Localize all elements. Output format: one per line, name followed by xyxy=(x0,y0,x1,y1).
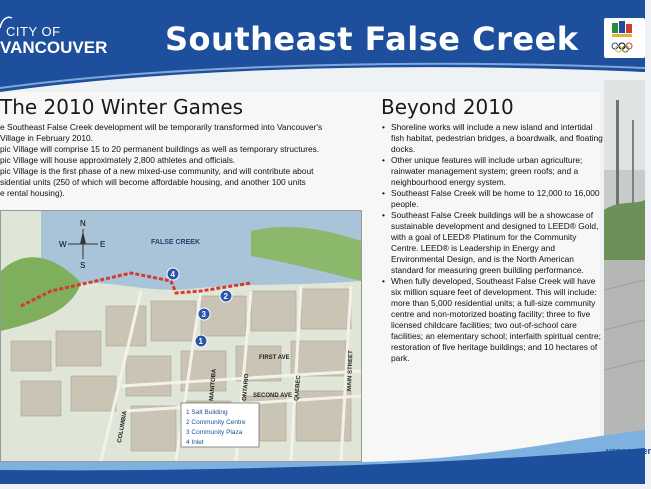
marker-1 xyxy=(195,335,207,347)
left-line: pic Village is the first phase of a new mixed-use community, and will contribute about xyxy=(0,166,314,176)
street-first-ave: FIRST AVE xyxy=(259,355,290,361)
list-item: • When fully developed, Southeast False Creek will have six million square feet of development. This will include: more than 5,000 residential units; a full-size community centre and non-motorized boating facility; three to five licensed childcare facilities; two out-of-school care facilities; an elementary school; interfaith spiritual centre; restoration of five heritage buildings; and 10 hectares of park. xyxy=(382,276,604,364)
list-item: • Southeast False Creek will be home to 12,000 to 16,000 people. xyxy=(382,188,604,210)
marker-label: 3 xyxy=(201,310,206,319)
olympic-emblem-icon xyxy=(604,18,645,58)
list-item: • Shoreline works will include a new island and intertidal fish habitat, pedestrian bridges, a boardwalk, and floating docks. xyxy=(382,122,604,155)
street-ontario: ONTARIO xyxy=(242,373,251,402)
footer-band xyxy=(0,420,645,484)
left-line: pic Village will house approximately 2,800 athletes and officials. xyxy=(0,155,236,165)
marker-label: 1 xyxy=(198,337,203,346)
marker-label: 4 xyxy=(170,270,175,279)
left-line: e Southeast False Creek development will be temporarily transformed into Vancouver's xyxy=(0,122,323,132)
footer-url: vancouver xyxy=(606,446,651,456)
right-heading: Beyond 2010 xyxy=(381,95,514,119)
left-paragraph xyxy=(0,122,340,199)
site-photo xyxy=(604,80,645,460)
left-heading: The 2010 Winter Games xyxy=(0,95,244,119)
street-second-ave: SECOND AVE xyxy=(253,393,293,399)
legend-item: 2 Community Centre xyxy=(186,419,246,426)
legend-item: 3 Community Plaza xyxy=(186,429,243,436)
logo-vancouver: VANCOUVER xyxy=(0,38,108,57)
marker-label: 2 xyxy=(223,292,228,301)
photo-drawing xyxy=(604,80,645,460)
marker-2 xyxy=(220,290,232,302)
compass-e: E xyxy=(100,240,106,249)
page-title: Southeast False Creek xyxy=(165,20,579,58)
street-manitoba: MANITOBA xyxy=(209,368,218,402)
logo-city-of: CITY OF xyxy=(6,24,61,39)
compass-n: N xyxy=(80,219,86,228)
list-item: • Other unique features will include urban agriculture; rainwater management system; green roofs; and a neighbourhood energy system. xyxy=(382,155,604,188)
left-line: Village in February 2010. xyxy=(0,133,93,143)
left-line: e rental housing). xyxy=(0,188,65,198)
water-label: FALSE CREEK xyxy=(151,239,201,246)
street-quebec: QUEBEC xyxy=(294,375,303,402)
street-main: MAIN STREET xyxy=(347,350,355,392)
street-columbia: COLUMBIA xyxy=(117,410,129,444)
compass-w: W xyxy=(59,240,67,249)
compass-s: S xyxy=(80,261,86,270)
marker-3 xyxy=(198,308,210,320)
header-banner xyxy=(0,0,645,92)
list-item: • Southeast False Creek buildings will be a showcase of sustainable development and designed to LEED® Gold, with a goal of LEED® Platinum for the Community Centre. LEED® is Leadership in Energy and Environmental Design, and is the North American standard for measuring green building performance. xyxy=(382,210,604,276)
legend-item: 1 Salt Building xyxy=(186,409,228,416)
left-line: pic Village will comprise 15 to 20 permanent buildings as well as temporary structures. xyxy=(0,144,320,154)
left-line: sidential units (250 of which will become affordable housing, and another 100 units xyxy=(0,177,306,187)
olympic-logo xyxy=(604,18,645,58)
marker-4 xyxy=(167,268,179,280)
legend-item: 4 Inlet xyxy=(186,439,204,446)
beyond-list xyxy=(382,122,604,364)
footer-swoosh xyxy=(0,420,645,484)
